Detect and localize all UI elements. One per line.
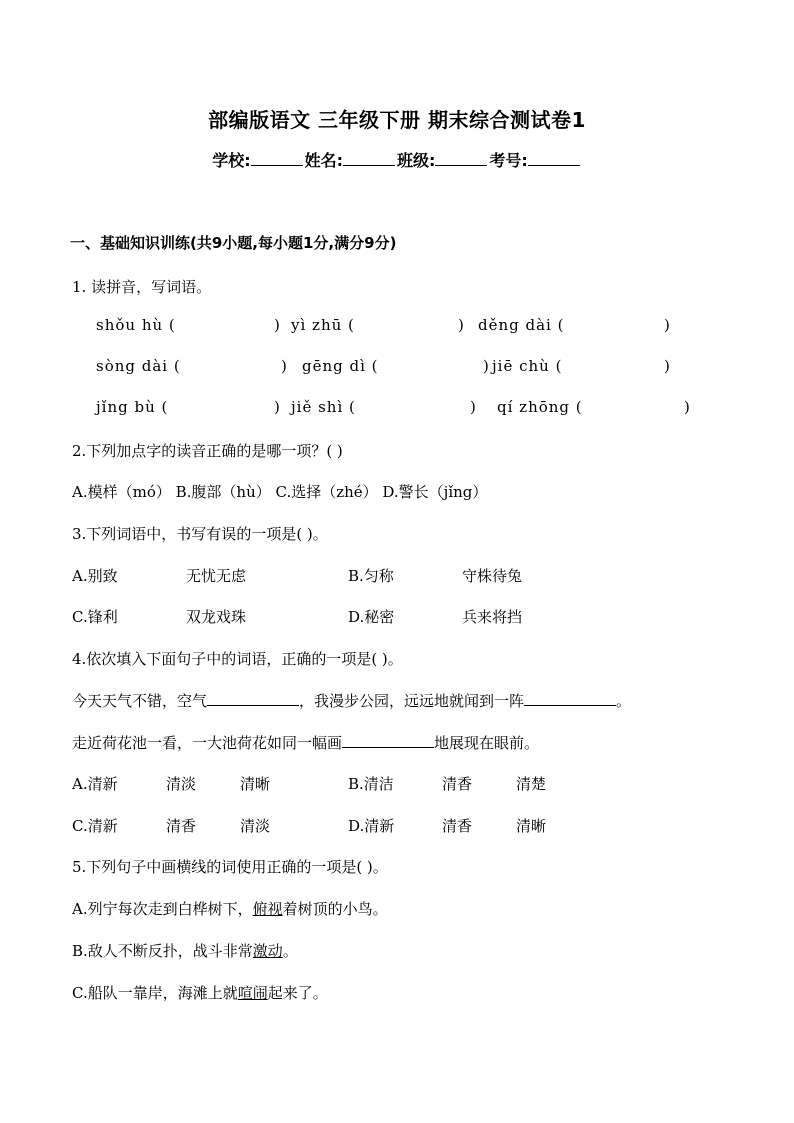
student-info [0, 148, 794, 171]
pinyin-item: yì zhū ( [291, 316, 355, 334]
sentence-text: ，我漫步公园，远远地就闻到一阵 [299, 692, 525, 710]
q4-option-word: 清香 [442, 775, 473, 793]
paren-close: ) [684, 398, 691, 416]
sentence-text: 走近荷花池一看，一大池荷花如同一幅画 [72, 734, 343, 752]
q5-stem: 5.下列句子中画横线的词使用正确的一项是( )。 [72, 858, 388, 876]
paren-close: ) [664, 316, 671, 334]
sentence-text: 。 [616, 692, 632, 710]
paren-close: ) [281, 357, 288, 375]
q3-option-d-word: 兵来将挡 [462, 608, 523, 626]
q1-stem: 1. 读拼音，写词语。 [72, 278, 212, 296]
q4-sentence-1 [72, 690, 631, 711]
sentence-text: C.船队一靠岸，海滩上就 [72, 984, 238, 1002]
pinyin-item: jǐng bù ( [96, 398, 169, 416]
sentence-text: 今天天气不错，空气 [72, 692, 208, 710]
school-label: 学校: [212, 151, 251, 170]
q3-option-a-word: 无忧无虑 [186, 567, 247, 585]
name-blank [343, 151, 395, 166]
fill-blank [524, 691, 616, 706]
pinyin-item: jiē chù ( [492, 357, 563, 375]
number-blank [528, 151, 580, 166]
q3-option-b: B.匀称 [348, 567, 394, 585]
q4-option-a: A.清新 [72, 775, 118, 793]
paren-close: ) [483, 357, 490, 375]
underlined-word: 俯视 [252, 900, 283, 918]
sentence-text: A.列宁每次走到白桦树下， [72, 900, 253, 918]
q4-option-word: 清淡 [166, 775, 197, 793]
pinyin-item: sòng dài ( [96, 357, 181, 375]
q4-sentence-2 [72, 732, 539, 753]
sentence-text: 地展现在眼前。 [434, 734, 540, 752]
pinyin-item: gēng dì ( [302, 357, 379, 375]
pinyin-item: shǒu hù ( [96, 316, 176, 334]
q2-options: A.模样（mó） B.腹部（hù） C.选择（zhé） D.警长（jǐng） [72, 483, 488, 501]
paren-close: ) [664, 357, 671, 375]
name-label: 姓名: [304, 151, 343, 170]
sentence-text: 。 [282, 942, 298, 960]
class-label: 班级: [397, 151, 436, 170]
q3-option-c: C.锋利 [72, 608, 118, 626]
class-blank [435, 151, 487, 166]
pinyin-item: jiě shì ( [291, 398, 356, 416]
q4-option-word: 清晰 [240, 775, 271, 793]
q4-option-b: B.清洁 [348, 775, 394, 793]
paren-close: ) [470, 398, 477, 416]
paren-close: ) [458, 316, 465, 334]
q3-option-b-word: 守株待兔 [462, 567, 523, 585]
number-label: 考号: [489, 151, 528, 170]
pinyin-item: qí zhōng ( [497, 398, 583, 416]
q4-option-word: 清楚 [516, 775, 547, 793]
q5-option-b [72, 940, 298, 961]
q3-option-a: A.别致 [72, 567, 118, 585]
fill-blank [207, 691, 299, 706]
q5-option-a [72, 898, 388, 919]
sentence-text: 着树顶的小鸟。 [282, 900, 388, 918]
q4-option-word: 清淡 [240, 817, 271, 835]
q4-option-word: 清香 [166, 817, 197, 835]
q5-option-c [72, 982, 328, 1003]
fill-blank [342, 733, 434, 748]
sentence-text: B.敌人不断反扑，战斗非常 [72, 942, 253, 960]
q4-option-word: 清香 [442, 817, 473, 835]
pinyin-item: děng dài ( [478, 316, 565, 334]
q4-stem: 4.依次填入下面句子中的词语，正确的一项是( )。 [72, 650, 403, 668]
q2-stem: 2.下列加点字的读音正确的是哪一项？( ) [72, 442, 343, 460]
q4-option-d: D.清新 [348, 817, 395, 835]
q3-option-c-word: 双龙戏珠 [186, 608, 247, 626]
underlined-word: 激动 [252, 942, 283, 960]
sentence-text: 起来了。 [267, 984, 328, 1002]
q4-option-c: C.清新 [72, 817, 118, 835]
paren-close: ) [274, 316, 281, 334]
q4-option-word: 清晰 [516, 817, 547, 835]
underlined-word: 喧闹 [237, 984, 268, 1002]
paren-close: ) [274, 398, 281, 416]
section-heading: 一、基础知识训练(共9小题,每小题1分,满分9分) [70, 234, 397, 252]
q3-stem: 3.下列词语中，书写有误的一项是( )。 [72, 525, 328, 543]
page-title: 部编版语文 三年级下册 期末综合测试卷1 [208, 108, 586, 132]
q3-option-d: D.秘密 [348, 608, 395, 626]
school-blank [251, 151, 303, 166]
